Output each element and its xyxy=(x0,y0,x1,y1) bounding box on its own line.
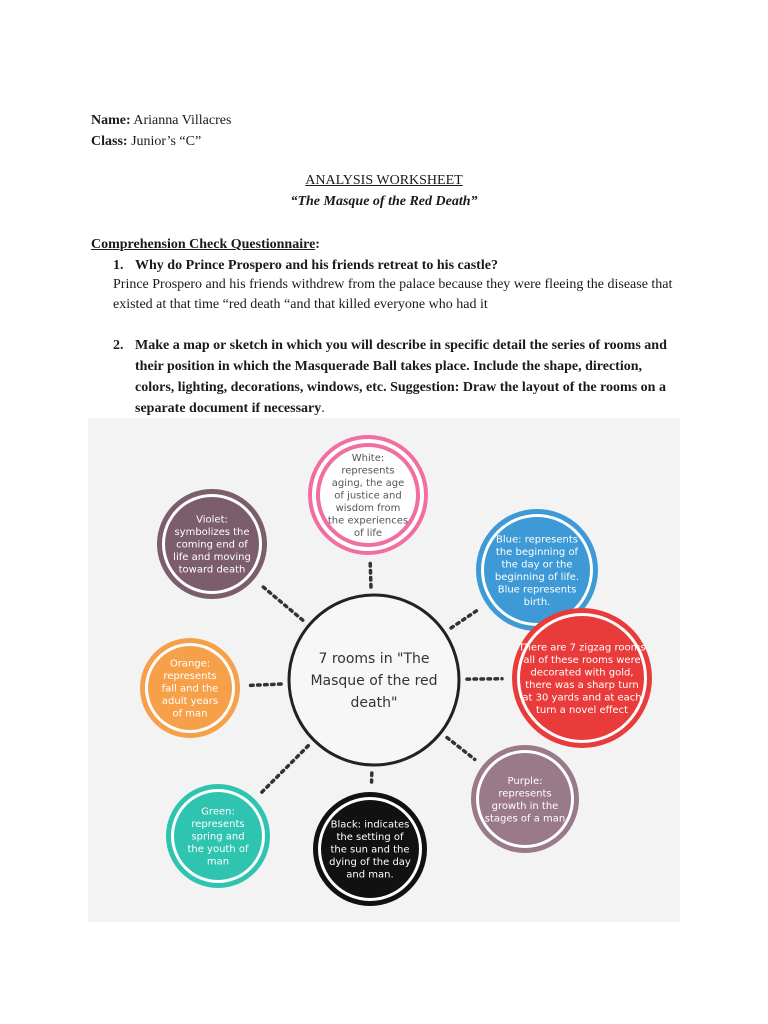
room-white-label-line: represents xyxy=(341,465,395,477)
room-black-label-line: dying of the day xyxy=(329,857,411,868)
room-white-label-line: White: xyxy=(351,453,385,464)
room-blue-label-line: Blue represents xyxy=(497,584,577,596)
answer-1-text: Prince Prospero and his friends withdrew from the palace because they were fleeing the disease that existed at that time “red death “and that killed everyone who had it xyxy=(113,277,673,312)
room-black xyxy=(313,792,427,906)
class-label: Class: xyxy=(91,134,128,149)
question-1-number: 1. xyxy=(113,258,124,273)
hub-circle-group xyxy=(289,595,459,765)
room-red-label-line: turn a novel effect xyxy=(535,704,629,716)
room-blue-label-line: Blue: represents xyxy=(496,534,578,546)
room-violet-label-line: life and moving xyxy=(173,552,251,563)
room-black-label-line: Black: indicates xyxy=(330,819,410,831)
room-black-label-line: the sun and the xyxy=(330,844,410,856)
room-violet xyxy=(157,489,267,599)
room-purple-label-line: Purple: xyxy=(507,775,543,787)
room-white-label-line: of justice and xyxy=(334,490,402,502)
room-violet-label-line: Violet: xyxy=(196,514,228,526)
room-green-label-line: the youth of xyxy=(187,844,249,855)
room-blue-label-line: birth. xyxy=(523,596,551,608)
name-label: Name: xyxy=(91,113,131,128)
room-red-label-line: decorated with gold, xyxy=(530,667,634,679)
question-2-number: 2. xyxy=(113,338,124,353)
room-orange-label-line: represents xyxy=(163,671,217,682)
question-1-text: Why do Prince Prospero and his friends retreat to his castle? xyxy=(135,258,498,273)
worksheet-title: ANALYSIS WORKSHEET xyxy=(305,173,463,188)
questionnaire-heading-text: Comprehension Check Questionnaire xyxy=(91,237,316,252)
room-blue-label-line: beginning of life. xyxy=(494,571,580,583)
rooms-diagram-svg xyxy=(88,418,680,922)
room-purple xyxy=(471,745,579,853)
question-2-period: . xyxy=(321,401,325,416)
hub-label-line: 7 rooms in "The xyxy=(318,651,430,667)
name-value: Arianna Villacres xyxy=(130,113,232,128)
room-red-label-line: at 30 yards and at each xyxy=(522,692,642,704)
room-violet-label-line: symbolizes the xyxy=(174,527,250,538)
hub-label-line: death" xyxy=(350,695,398,711)
room-green-label-line: Green: xyxy=(201,806,235,818)
room-black-label-line: the setting of xyxy=(336,832,404,843)
room-white-label-line: wisdom from xyxy=(335,503,401,514)
room-orange-label-line: Orange: xyxy=(169,658,211,670)
room-white-label-line: aging, the age xyxy=(331,478,405,489)
room-red-label-line: there was a sharp turn xyxy=(525,679,639,691)
room-green-label-line: spring and xyxy=(191,831,245,843)
room-white-label-line: the experiences xyxy=(327,515,409,527)
room-green xyxy=(166,784,270,888)
room-blue-label-line: the day or the xyxy=(501,559,573,571)
question-2-block xyxy=(135,335,675,419)
room-orange xyxy=(140,638,240,738)
room-red xyxy=(512,608,652,748)
room-white xyxy=(310,437,426,553)
worksheet-subtitle: “The Masque of the Red Death” xyxy=(290,194,478,209)
class-line xyxy=(91,133,201,151)
room-green-label-line: represents xyxy=(191,819,245,830)
room-red-label-line: all of these rooms were xyxy=(523,654,641,666)
room-red-label-line: There are 7 zigzag rooms xyxy=(518,642,646,654)
room-violet-label-line: toward death xyxy=(178,564,246,576)
room-purple-label-line: stages of a man xyxy=(484,813,566,825)
room-orange-label-line: adult years xyxy=(161,696,219,707)
room-white-label-line: of life xyxy=(353,528,383,539)
hub-label-line: Masque of the red xyxy=(310,673,438,689)
room-black-label-line: and man. xyxy=(346,869,394,881)
room-violet-label-line: coming end of xyxy=(176,539,248,551)
room-green-label-line: man xyxy=(206,856,230,868)
name-line xyxy=(91,112,231,130)
room-purple-label-line: growth in the xyxy=(491,800,559,812)
room-orange-label-line: of man xyxy=(172,708,208,720)
room-purple-label-line: represents xyxy=(498,788,552,800)
questionnaire-heading-colon: : xyxy=(315,237,320,252)
room-blue-label-line: the beginning of xyxy=(495,546,579,558)
rooms-diagram xyxy=(88,418,680,922)
questionnaire-heading xyxy=(91,236,320,254)
class-value: Junior’s “C” xyxy=(127,134,202,149)
room-orange-label-line: fall and the xyxy=(161,683,219,695)
question-2-text: Make a map or sketch in which you will describe in specific detail the series of rooms and their position in which the Masquerade Ball takes place. Include the shape, direction, colors, lighting, decorations, windows, etc. Suggestion: Draw the layout of the rooms on a separate document if necessary xyxy=(135,338,667,416)
